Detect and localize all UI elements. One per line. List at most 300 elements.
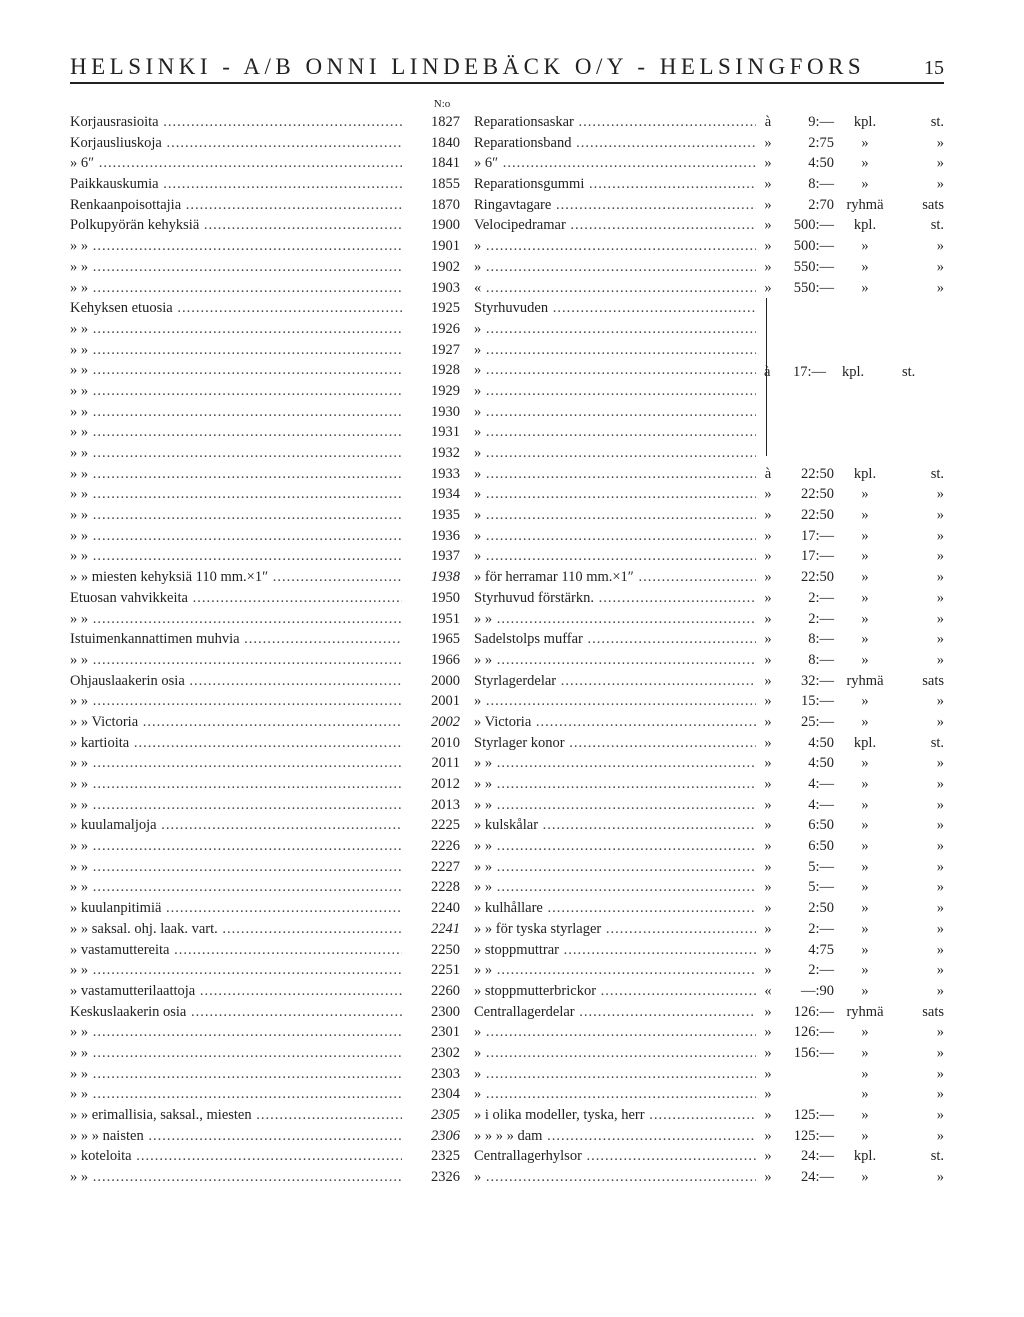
item-number: 1928 (431, 362, 460, 379)
table-row (70, 1064, 944, 1085)
finnish-item-name: » » ..... (70, 381, 402, 402)
price-prefix: » (764, 176, 772, 193)
swedish-item-name: » ..... (474, 691, 756, 712)
item-number: 1966 (431, 651, 460, 668)
swedish-item-name: » ..... (474, 340, 756, 361)
item-number: 2013 (431, 796, 460, 813)
swedish-item-name: » ..... (474, 526, 756, 547)
item-price: 550:— (793, 279, 834, 296)
finnish-item-name: » 6″ ..... (70, 153, 402, 174)
table-row (70, 1126, 944, 1147)
unit-swedish: » (936, 631, 944, 648)
table-row (70, 671, 944, 692)
item-number: 2240 (431, 900, 460, 917)
price-prefix: » (764, 569, 772, 586)
price-prefix: » (764, 858, 772, 875)
item-number: 1925 (431, 300, 460, 317)
table-row (70, 609, 944, 630)
item-price: 4:50 (808, 155, 834, 172)
price-prefix: » (764, 155, 772, 172)
item-number: 2010 (431, 734, 460, 751)
unit-finnish: » (861, 900, 869, 917)
swedish-item-name: » 6″ ..... (474, 153, 756, 174)
page-header (70, 48, 944, 84)
item-price: 125:— (793, 1127, 834, 1144)
table-row (70, 753, 944, 774)
finnish-item-name: » » ..... (70, 836, 402, 857)
swedish-item-name: » ..... (474, 1043, 756, 1064)
unit-finnish: » (861, 693, 869, 710)
item-price: 156:— (793, 1044, 834, 1061)
table-row (70, 733, 944, 754)
unit-swedish: » (936, 962, 944, 979)
unit-swedish: » (936, 1086, 944, 1103)
bracket-mark: à (764, 364, 771, 380)
finnish-item-name: Keskuslaakerin osia ..... (70, 1002, 402, 1023)
table-row (70, 195, 944, 216)
item-price: 5:— (808, 858, 834, 875)
item-number: 1870 (431, 196, 460, 213)
finnish-item-name: » » ..... (70, 1084, 402, 1105)
finnish-item-name: » » ..... (70, 278, 402, 299)
table-row (70, 691, 944, 712)
item-price: 500:— (793, 238, 834, 255)
unit-swedish: » (936, 796, 944, 813)
swedish-item-name: » ..... (474, 505, 756, 526)
price-list-table (70, 112, 944, 1188)
page-title: HELSINKI - A/B ONNI LINDEBÄCK O/Y - HELSINGFORS (70, 54, 866, 79)
swedish-item-name: » ..... (474, 257, 756, 278)
item-price: 4:50 (808, 734, 834, 751)
price-prefix: » (764, 1107, 772, 1123)
unit-finnish: » (861, 1065, 869, 1082)
unit-finnish: » (861, 134, 869, 151)
finnish-item-name: Renkaanpoisottajia ..... (70, 195, 402, 216)
finnish-item-name: » » ..... (70, 795, 402, 816)
unit-swedish: » (936, 507, 944, 524)
price-prefix: » (764, 589, 772, 606)
swedish-item-name: » » » » dam ..... (474, 1126, 756, 1147)
unit-swedish: » (936, 569, 944, 586)
unit-swedish: » (936, 610, 944, 627)
unit-swedish: » (936, 879, 944, 896)
table-row (70, 815, 944, 836)
item-number: 2306 (431, 1127, 460, 1144)
table-row (70, 340, 944, 361)
item-price: 6:50 (808, 817, 834, 834)
swedish-item-name: » ..... (474, 1064, 756, 1085)
price-prefix: » (764, 713, 772, 730)
table-row (70, 795, 944, 816)
table-row (70, 174, 944, 195)
price-prefix: » (764, 900, 772, 917)
bracket-unit2: st. (902, 364, 916, 380)
unit-swedish: st. (930, 734, 944, 751)
unit-swedish: » (936, 1065, 944, 1082)
unit-swedish: » (936, 982, 944, 999)
item-price: 5:— (808, 879, 834, 896)
swedish-item-name: Sadelstolps muffar ..... (474, 629, 756, 650)
page-number: 15 (924, 57, 944, 79)
unit-swedish: » (936, 776, 944, 792)
finnish-item-name: » » ..... (70, 236, 402, 257)
finnish-item-name: » » erimallisia, saksal., miesten ..... (70, 1105, 402, 1126)
swedish-item-name: Styrhuvuden ..... (474, 298, 756, 319)
finnish-item-name: Korjausrasioita ..... (70, 112, 402, 133)
item-number: 1938 (431, 569, 460, 586)
swedish-item-name: » ..... (474, 422, 756, 443)
item-price: 2:— (808, 920, 834, 937)
item-number: 1930 (431, 403, 460, 420)
item-price: 22:50 (800, 507, 834, 524)
unit-finnish: » (861, 796, 869, 813)
price-prefix: » (764, 279, 772, 296)
item-number: 2303 (431, 1065, 460, 1082)
item-number: 2301 (431, 1024, 460, 1041)
price-prefix: » (764, 817, 772, 834)
unit-finnish: kpl. (853, 217, 877, 234)
price-prefix: » (764, 920, 772, 937)
unit-swedish: » (936, 693, 944, 710)
table-row (70, 1043, 944, 1064)
price-prefix: » (764, 796, 772, 813)
unit-finnish: » (861, 507, 869, 524)
table-row (70, 278, 944, 299)
finnish-item-name: » » ..... (70, 484, 402, 505)
item-price: 125:— (793, 1107, 834, 1123)
finnish-item-name: Kehyksen etuosia ..... (70, 298, 402, 319)
table-row (70, 133, 944, 154)
item-price: 22:50 (800, 486, 834, 503)
table-row (70, 898, 944, 919)
price-prefix: » (764, 734, 772, 751)
swedish-item-name: » » för tyska styrlager ..... (474, 919, 756, 940)
unit-finnish: » (861, 527, 869, 544)
unit-finnish: » (861, 879, 869, 896)
table-row (70, 153, 944, 174)
unit-swedish: » (936, 1024, 944, 1041)
swedish-item-name: » ..... (474, 443, 756, 464)
price-prefix: » (764, 196, 772, 213)
item-price: 8:— (808, 631, 834, 648)
item-price: —:90 (800, 982, 834, 999)
unit-swedish: » (936, 258, 944, 275)
unit-swedish: » (936, 238, 944, 255)
table-row (70, 443, 944, 464)
unit-finnish: » (861, 941, 869, 958)
table-row (70, 877, 944, 898)
item-price: 24:— (800, 1148, 834, 1165)
table-row (70, 940, 944, 961)
unit-swedish: st. (930, 1148, 944, 1165)
price-prefix: » (764, 258, 772, 275)
swedish-item-name: Centrallagerhylsor ..... (474, 1146, 756, 1167)
item-number: 2325 (431, 1148, 460, 1165)
unit-swedish: st. (930, 114, 944, 130)
finnish-item-name: » » ..... (70, 422, 402, 443)
finnish-item-name: » » » naisten ..... (70, 1126, 402, 1147)
price-prefix: » (764, 838, 772, 855)
swedish-item-name: Velocipedramar ..... (474, 215, 756, 236)
item-number: 1903 (431, 279, 460, 296)
unit-swedish: sats (922, 672, 944, 689)
item-number: 1933 (431, 465, 460, 482)
finnish-item-name: » » ..... (70, 1043, 402, 1064)
item-price: 500:— (793, 217, 834, 234)
price-prefix: » (764, 651, 772, 668)
finnish-item-name: » » ..... (70, 691, 402, 712)
swedish-item-name: » stoppmuttrar ..... (474, 940, 756, 961)
finnish-item-name: » » ..... (70, 774, 402, 795)
finnish-item-name: » kartioita ..... (70, 733, 402, 754)
item-number: 1951 (431, 610, 460, 627)
item-price: 2:— (808, 589, 834, 606)
item-number: 2011 (431, 755, 460, 772)
finnish-item-name: Istuimenkannattimen muhvia ..... (70, 629, 402, 650)
unit-finnish: » (861, 610, 869, 627)
table-row (70, 236, 944, 257)
unit-swedish: » (936, 1107, 944, 1123)
finnish-item-name: » » ..... (70, 609, 402, 630)
table-row (70, 588, 944, 609)
unit-finnish: » (861, 1107, 869, 1123)
swedish-item-name: Styrhuvud förstärkn. ..... (474, 588, 756, 609)
table-row (70, 857, 944, 878)
unit-finnish: » (861, 713, 869, 730)
item-number: 2300 (431, 1003, 460, 1020)
finnish-item-name: » » saksal. ohj. laak. vart. ..... (70, 919, 402, 940)
swedish-item-name: Ringavtagare ..... (474, 195, 756, 216)
unit-swedish: st. (930, 217, 944, 234)
swedish-item-name: » » ..... (474, 877, 756, 898)
swedish-item-name: Centrallagerdelar ..... (474, 1002, 756, 1023)
table-row (70, 484, 944, 505)
table-row (70, 836, 944, 857)
price-prefix: » (764, 486, 772, 503)
swedish-item-name: » » ..... (474, 960, 756, 981)
unit-swedish: » (936, 1044, 944, 1061)
finnish-item-name: » » ..... (70, 1022, 402, 1043)
finnish-item-name: Polkupyörän kehyksiä ..... (70, 215, 402, 236)
item-number: 1934 (431, 486, 460, 503)
unit-swedish: » (936, 1169, 944, 1186)
finnish-item-name: » » ..... (70, 1167, 402, 1188)
finnish-item-name: » » ..... (70, 402, 402, 423)
table-row (70, 215, 944, 236)
price-prefix: » (764, 962, 772, 979)
table-row (70, 546, 944, 567)
swedish-item-name: Reparationsgummi ..... (474, 174, 756, 195)
unit-finnish: ryhmä (846, 196, 884, 213)
item-number: 1902 (431, 258, 460, 275)
finnish-item-name: » vastamuttereita ..... (70, 940, 402, 961)
unit-finnish: » (861, 279, 869, 296)
swedish-item-name: » ..... (474, 1022, 756, 1043)
price-prefix: » (764, 941, 772, 958)
unit-finnish: » (861, 486, 869, 503)
swedish-item-name: » ..... (474, 546, 756, 567)
table-row (70, 526, 944, 547)
unit-swedish: » (936, 713, 944, 730)
swedish-item-name: Styrlager konor ..... (474, 733, 756, 754)
table-row (70, 257, 944, 278)
price-prefix: » (764, 1148, 772, 1165)
swedish-item-name: Reparationsband ..... (474, 133, 756, 154)
item-number: 1935 (431, 507, 460, 524)
swedish-item-name: » ..... (474, 236, 756, 257)
table-row (70, 567, 944, 588)
swedish-item-name: » ..... (474, 402, 756, 423)
item-number: 1965 (431, 631, 460, 648)
price-prefix: » (764, 548, 772, 565)
item-number: 2227 (431, 858, 460, 875)
finnish-item-name: » » Victoria ..... (70, 712, 402, 733)
finnish-item-name: » » ..... (70, 526, 402, 547)
item-number: 1901 (431, 238, 460, 255)
item-number: 2302 (431, 1044, 460, 1061)
table-row (70, 1084, 944, 1105)
swedish-item-name: » kulhållare ..... (474, 898, 756, 919)
item-price: 4:— (808, 776, 834, 792)
item-price: 8:— (808, 176, 834, 193)
price-prefix: » (764, 507, 772, 524)
finnish-item-name: » » ..... (70, 960, 402, 981)
price-prefix: » (764, 1086, 772, 1103)
unit-swedish: » (936, 838, 944, 855)
unit-swedish: sats (922, 196, 944, 213)
swedish-item-name: » Victoria ..... (474, 712, 756, 733)
swedish-item-name: » » ..... (474, 753, 756, 774)
table-row (70, 960, 944, 981)
unit-finnish: » (861, 548, 869, 565)
price-prefix: à (764, 465, 772, 482)
item-price: 126:— (793, 1003, 834, 1020)
unit-swedish: » (936, 176, 944, 193)
table-row (70, 464, 944, 485)
swedish-item-name: » ..... (474, 464, 756, 485)
finnish-item-name: » » ..... (70, 319, 402, 340)
price-prefix: » (764, 1127, 772, 1144)
item-number: 1937 (431, 548, 460, 565)
item-price: 2:70 (808, 196, 834, 213)
unit-finnish: » (861, 238, 869, 255)
swedish-item-name: « ..... (474, 278, 756, 299)
unit-finnish: » (861, 631, 869, 648)
finnish-item-name: » » ..... (70, 360, 402, 381)
finnish-item-name: » koteloita ..... (70, 1146, 402, 1167)
finnish-item-name: Paikkauskumia ..... (70, 174, 402, 195)
unit-swedish: » (936, 279, 944, 296)
price-prefix: » (764, 1024, 772, 1041)
swedish-item-name: » » ..... (474, 795, 756, 816)
item-price: 15:— (800, 693, 834, 710)
swedish-item-name: Styrlagerdelar ..... (474, 671, 756, 692)
swedish-item-name: » » ..... (474, 774, 756, 795)
table-row (70, 981, 944, 1002)
unit-finnish: » (861, 962, 869, 979)
item-price: 24:— (800, 1169, 834, 1186)
table-row (70, 298, 944, 319)
finnish-item-name: » » ..... (70, 464, 402, 485)
unit-finnish: » (861, 589, 869, 606)
price-prefix: » (764, 134, 772, 151)
unit-finnish: » (861, 982, 869, 999)
swedish-item-name: » » ..... (474, 609, 756, 630)
unit-finnish: » (861, 838, 869, 855)
price-prefix: » (764, 1003, 772, 1020)
unit-swedish: sats (922, 1003, 944, 1020)
item-price: 17:— (800, 548, 834, 565)
table-row (70, 919, 944, 940)
table-row (70, 505, 944, 526)
swedish-item-name: » kulskålar ..... (474, 815, 756, 836)
item-number: 1936 (431, 527, 460, 544)
swedish-item-name: » i olika modeller, tyska, herr ..... (474, 1105, 756, 1126)
item-number: 1950 (431, 589, 460, 606)
price-prefix: « (764, 982, 772, 999)
finnish-item-name: » kuulamaljoja ..... (70, 815, 402, 836)
item-price: 2:— (808, 610, 834, 627)
item-number: 1929 (431, 382, 460, 399)
finnish-item-name: » » miesten kehyksiä 110 mm.×1″ ..... (70, 567, 402, 588)
unit-finnish: » (861, 651, 869, 668)
unit-swedish: » (936, 527, 944, 544)
item-number: 1931 (431, 424, 460, 441)
item-number: 1841 (431, 155, 460, 172)
item-number: 1900 (431, 217, 460, 234)
item-number: 2305 (431, 1107, 460, 1123)
price-prefix: » (764, 693, 772, 710)
item-price: 22:50 (800, 465, 834, 482)
swedish-item-name: » » ..... (474, 836, 756, 857)
item-price: 2:50 (808, 900, 834, 917)
price-prefix: » (764, 755, 772, 772)
item-price: 2:— (808, 962, 834, 979)
unit-finnish: » (861, 1169, 869, 1186)
unit-swedish: » (936, 486, 944, 503)
swedish-item-name: » » ..... (474, 857, 756, 878)
price-prefix: » (764, 1044, 772, 1061)
unit-swedish: » (936, 548, 944, 565)
table-row (70, 402, 944, 423)
unit-finnish: » (861, 1127, 869, 1144)
unit-finnish: » (861, 1024, 869, 1041)
unit-swedish: » (936, 858, 944, 875)
item-price: 4:75 (808, 941, 834, 958)
table-row (70, 112, 944, 133)
bracket-unit: kpl. (842, 364, 865, 380)
unit-swedish: » (936, 941, 944, 958)
swedish-item-name: » ..... (474, 484, 756, 505)
table-row (70, 1105, 944, 1126)
item-number: 2304 (431, 1086, 460, 1103)
unit-finnish: » (861, 920, 869, 937)
item-price: 22:50 (800, 569, 834, 586)
unit-finnish: ryhmä (846, 1003, 884, 1020)
unit-finnish: kpl. (853, 114, 877, 130)
unit-finnish: » (861, 1086, 869, 1103)
item-number: 2000 (431, 672, 460, 689)
table-row (70, 629, 944, 650)
unit-swedish: st. (930, 465, 944, 482)
finnish-item-name: » » ..... (70, 650, 402, 671)
price-prefix: » (764, 776, 772, 792)
item-number: 1926 (431, 320, 460, 337)
swedish-item-name: » stoppmutterbrickor ..... (474, 981, 756, 1002)
price-prefix: » (764, 1065, 772, 1082)
swedish-item-name: » ..... (474, 360, 756, 381)
item-price: 550:— (793, 258, 834, 275)
